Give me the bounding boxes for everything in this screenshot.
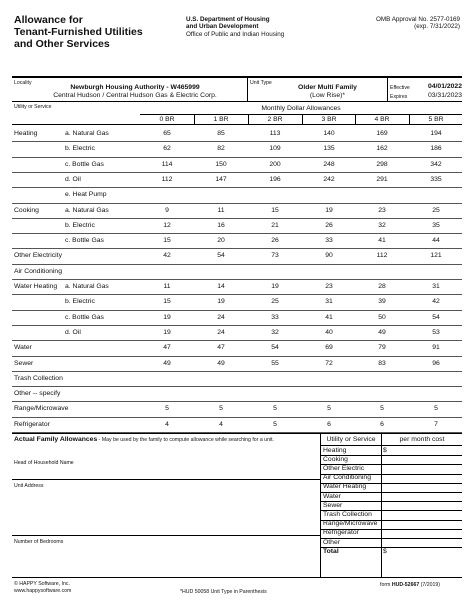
divider xyxy=(12,248,462,249)
allowance-value: 42 xyxy=(163,252,171,260)
allowance-value: 19 xyxy=(163,313,171,321)
allowance-value: 5 xyxy=(327,405,331,413)
head-of-household-label: Head of Household Name xyxy=(14,460,74,466)
allowance-value: 6 xyxy=(380,420,384,428)
allowance-value: 42 xyxy=(432,298,440,306)
divider xyxy=(12,356,462,357)
divider xyxy=(248,114,249,124)
divider xyxy=(12,218,462,219)
family-utility-item: Cooking xyxy=(323,455,348,463)
utility-subtype: a. Natural Gas xyxy=(65,130,109,137)
divider xyxy=(320,547,462,548)
utility-category: Range/Microwave xyxy=(14,405,69,413)
family-utility-item: Refrigerator xyxy=(323,529,359,537)
allowance-value: 19 xyxy=(325,206,333,214)
allowance-value: 162 xyxy=(376,145,388,153)
family-title: Actual Family Allowances xyxy=(14,436,98,443)
divider xyxy=(12,264,462,265)
unit-type-label: Unit Type xyxy=(250,80,272,86)
br-header: 3 BR xyxy=(321,116,337,123)
divider xyxy=(12,279,462,280)
allowance-value: 200 xyxy=(269,160,281,168)
allowance-value: 62 xyxy=(163,145,171,153)
allowance-value: 33 xyxy=(271,313,279,321)
allowance-value: 49 xyxy=(217,359,225,367)
divider xyxy=(12,479,320,480)
family-utility-item: Trash Collection xyxy=(323,510,372,518)
allowance-value: 6 xyxy=(327,420,331,428)
allowance-value: 196 xyxy=(269,175,281,183)
copyright-line: © HAPPY Software, Inc. xyxy=(14,581,70,587)
omb-line: (exp. 7/31/2022) xyxy=(414,23,460,31)
agency-block xyxy=(186,16,284,38)
utility-label: Utility or Service xyxy=(14,104,52,110)
allowance-value: 147 xyxy=(215,175,227,183)
allowance-value: 5 xyxy=(165,405,169,413)
utility-subtype: e. Heat Pump xyxy=(65,191,107,199)
divider xyxy=(12,325,462,326)
utility-category: Air Conditioning xyxy=(14,267,62,275)
utility-category: Other -- specify xyxy=(14,390,61,398)
allowance-value: 72 xyxy=(325,359,333,367)
copyright-line: www.happysoftware.com xyxy=(14,588,72,594)
agency-line: U.S. Department of Housing xyxy=(186,16,270,23)
divider xyxy=(12,294,462,295)
divider xyxy=(12,76,462,78)
divider xyxy=(12,124,462,125)
utility-category: Trash Collection xyxy=(14,374,63,382)
family-utility-item: Other xyxy=(323,538,340,546)
allowance-value: 49 xyxy=(378,328,386,336)
omb-approval xyxy=(376,16,460,31)
allowance-value: 26 xyxy=(271,237,279,245)
br-header: 4 BR xyxy=(374,116,390,123)
utility-category: Refrigerator xyxy=(14,420,50,428)
allowance-value: 69 xyxy=(325,344,333,352)
divider xyxy=(302,114,303,124)
utility-category: Water xyxy=(14,344,32,352)
allowance-value: 114 xyxy=(161,160,173,168)
divider xyxy=(12,233,462,234)
allowance-value: 19 xyxy=(163,328,171,336)
divider xyxy=(387,78,388,101)
allowance-value: 109 xyxy=(269,145,281,153)
unit-type-value: Older Multi Family xyxy=(298,84,357,91)
allowance-value: 20 xyxy=(217,237,225,245)
allowance-value: 47 xyxy=(217,344,225,352)
utility-subtype: c. Bottle Gas xyxy=(65,237,104,245)
family-cost-field[interactable] xyxy=(383,465,461,473)
utility-subtype: a. Natural Gas xyxy=(65,283,109,290)
allowance-value: 25 xyxy=(432,206,440,214)
divider xyxy=(409,114,410,124)
allowance-value: 96 xyxy=(432,359,440,367)
form-date: (7/2019) xyxy=(419,582,440,588)
allowance-value: 335 xyxy=(430,175,442,183)
allowance-value: 186 xyxy=(430,145,442,153)
divider xyxy=(194,114,195,124)
omb-line: OMB Approval No. 2577-0169 xyxy=(375,16,460,23)
total-field[interactable]: $ xyxy=(383,548,387,556)
allowance-value: 31 xyxy=(432,283,440,290)
allowance-value: 15 xyxy=(163,298,171,306)
expires-label: Expires xyxy=(390,94,408,100)
family-cost-field[interactable] xyxy=(383,483,461,491)
allowance-value: 248 xyxy=(323,160,335,168)
unit-type-footnote: *HUD 50058 Unit Type in Parenthesis xyxy=(180,589,267,595)
allowance-value: 23 xyxy=(325,283,333,290)
allowance-value: 5 xyxy=(219,405,223,413)
allowance-value: 32 xyxy=(271,328,279,336)
allowance-value: 140 xyxy=(323,130,335,137)
allowance-value: 41 xyxy=(325,313,333,321)
utility-subtype: d. Oil xyxy=(65,328,81,336)
br-header: 1 BR xyxy=(213,116,229,123)
effective-date: 04/01/2022 xyxy=(427,83,462,90)
br-header: 2 BR xyxy=(267,116,283,123)
divider xyxy=(12,535,320,536)
allowance-value: 112 xyxy=(161,175,173,183)
allowance-value: 47 xyxy=(163,344,171,352)
locality-label: Locality xyxy=(14,80,32,86)
utility-col-label: Utility or Service xyxy=(326,436,376,443)
family-cost-field[interactable] xyxy=(383,502,461,510)
unit-type-subvalue: (Low Rise)* xyxy=(309,92,346,99)
allowance-value: 15 xyxy=(271,206,279,214)
allowance-value: 33 xyxy=(325,237,333,245)
allowance-value: 121 xyxy=(430,252,442,260)
divider xyxy=(12,203,462,204)
divider xyxy=(12,141,462,142)
allowance-value: 53 xyxy=(432,328,440,336)
allowance-value: 7 xyxy=(434,420,438,428)
allowance-value: 15 xyxy=(163,237,171,245)
allowance-value: 9 xyxy=(165,206,169,214)
divider xyxy=(12,172,462,173)
allowance-value: 28 xyxy=(378,283,386,290)
allowance-value: 298 xyxy=(376,160,388,168)
allowance-value: 19 xyxy=(217,298,225,306)
monthly-allowances-label: Monthly Dollar Allowances xyxy=(261,105,341,112)
cost-col-label: per month cost xyxy=(399,436,445,443)
utility-subtype: a. Natural Gas xyxy=(65,206,109,214)
divider xyxy=(140,114,462,115)
allowance-value: 55 xyxy=(271,359,279,367)
copyright xyxy=(14,581,71,595)
allowance-value: 79 xyxy=(378,344,386,352)
divider xyxy=(12,417,462,418)
form-title xyxy=(14,14,184,50)
allowance-value: 5 xyxy=(273,405,277,413)
allowance-value: 150 xyxy=(215,160,227,168)
allowance-value: 14 xyxy=(217,283,225,290)
divider xyxy=(12,371,462,372)
allowance-value: 25 xyxy=(271,298,279,306)
allowance-value: 11 xyxy=(217,206,225,214)
allowance-value: 90 xyxy=(325,252,333,260)
title-line: Allowance for xyxy=(14,14,83,26)
allowance-value: 113 xyxy=(269,130,281,137)
allowance-value: 11 xyxy=(163,283,171,290)
family-utility-item: Water xyxy=(323,492,341,500)
allowance-value: 4 xyxy=(219,420,223,428)
utility-subtype: b. Electric xyxy=(65,298,95,306)
family-cost-field[interactable] xyxy=(383,520,461,528)
divider xyxy=(12,577,462,578)
utility-subtype: d. Oil xyxy=(65,175,81,183)
allowance-value: 40 xyxy=(325,328,333,336)
allowance-value: 54 xyxy=(432,313,440,321)
br-header: 5 BR xyxy=(428,116,444,123)
agency-line: and Urban Development xyxy=(186,23,259,31)
allowance-value: 4 xyxy=(165,420,169,428)
allowance-value: 5 xyxy=(273,420,277,428)
allowance-value: 35 xyxy=(432,221,440,229)
allowance-value: 112 xyxy=(376,252,388,260)
divider xyxy=(12,101,462,102)
allowance-value: 32 xyxy=(378,221,386,229)
allowance-value: 24 xyxy=(217,328,225,336)
allowance-value: 54 xyxy=(217,252,225,260)
divider xyxy=(12,340,462,341)
utility-category: Other Electricity xyxy=(14,252,62,260)
title-line: Tenant-Furnished Utilities xyxy=(14,26,143,38)
divider xyxy=(247,78,248,101)
utility-category: Water Heating xyxy=(14,283,58,290)
allowance-value: 135 xyxy=(323,145,335,153)
allowance-value: 26 xyxy=(325,221,333,229)
bedrooms-label: Number of Bedrooms xyxy=(14,539,64,545)
family-cost-field[interactable] xyxy=(383,493,461,501)
utility-subtype: b. Electric xyxy=(65,221,95,229)
divider xyxy=(12,386,462,387)
allowance-value: 73 xyxy=(271,252,279,260)
family-cost-field[interactable] xyxy=(383,511,461,519)
family-cost-field[interactable] xyxy=(383,529,461,537)
locality-provider: Central Hudson / Central Hudson Gas & Electric Corp. xyxy=(53,92,217,99)
allowance-value: 82 xyxy=(217,145,225,153)
divider xyxy=(12,401,462,402)
allowance-value: 21 xyxy=(271,221,279,229)
divider xyxy=(12,433,462,434)
family-utility-item: Range/Microwave xyxy=(323,520,378,528)
allowance-value: 12 xyxy=(163,221,171,229)
utility-category: Heating xyxy=(14,130,38,137)
divider xyxy=(12,187,462,188)
expires-date: 03/31/2023 xyxy=(427,92,462,99)
unit-address-label: Unit Address xyxy=(14,483,44,489)
allowance-value: 49 xyxy=(163,359,171,367)
title-line: and Other Services xyxy=(14,38,110,50)
family-allowance-heading xyxy=(14,436,274,444)
allowance-value: 83 xyxy=(378,359,386,367)
form-number xyxy=(380,581,440,589)
allowance-value: 19 xyxy=(271,283,279,290)
allowance-value: 65 xyxy=(163,130,171,137)
br-header: 0 BR xyxy=(159,116,175,123)
locality-name: Newburgh Housing Authority - W465999 xyxy=(70,84,200,91)
form-id: HUD-52667 xyxy=(391,582,420,588)
form-prefix: form xyxy=(380,582,392,588)
effective-label: Effective xyxy=(390,85,410,91)
allowance-value: 31 xyxy=(325,298,333,306)
utility-subtype: b. Electric xyxy=(65,145,95,153)
allowance-value: 242 xyxy=(323,175,335,183)
utility-subtype: c. Bottle Gas xyxy=(65,160,104,168)
allowance-value: 23 xyxy=(378,206,386,214)
family-utility-item: Water Heating xyxy=(323,483,367,491)
family-cost-field[interactable] xyxy=(383,539,461,547)
allowance-value: 5 xyxy=(380,405,384,413)
family-utility-item: Air Conditioning xyxy=(323,474,371,482)
family-cost-field[interactable] xyxy=(383,456,461,464)
family-cost-field[interactable] xyxy=(383,474,461,482)
allowance-value: 85 xyxy=(217,130,225,137)
allowance-value: 342 xyxy=(430,160,442,168)
allowance-value: 91 xyxy=(432,344,440,352)
allowance-value: 194 xyxy=(430,130,442,137)
family-utility-item: Other Electric xyxy=(323,464,365,472)
allowance-value: 44 xyxy=(432,237,440,245)
divider xyxy=(12,310,462,311)
utility-category: Cooking xyxy=(14,206,39,214)
family-utility-item: Heating xyxy=(323,446,347,454)
utility-subtype: c. Bottle Gas xyxy=(65,313,104,321)
allowance-value: 54 xyxy=(271,344,279,352)
allowance-value: 50 xyxy=(378,313,386,321)
utility-category: Sewer xyxy=(14,359,34,367)
agency-line: Office of Public and Indian Housing xyxy=(186,30,285,38)
allowance-value: 24 xyxy=(217,313,225,321)
family-note: - May be used by the family to compute allowance while searching for a unit. xyxy=(97,437,274,443)
allowance-value: 291 xyxy=(376,175,388,183)
allowance-value: 169 xyxy=(376,130,388,137)
divider xyxy=(355,114,356,124)
family-utility-item: Sewer xyxy=(323,501,343,509)
allowance-value: 39 xyxy=(378,298,386,306)
allowance-value: 16 xyxy=(217,221,225,229)
allowance-value: 5 xyxy=(434,405,438,413)
divider xyxy=(12,157,462,158)
total-label: Total xyxy=(323,548,339,556)
allowance-value: 41 xyxy=(378,237,386,245)
family-cost-field[interactable]: $ xyxy=(383,446,387,454)
